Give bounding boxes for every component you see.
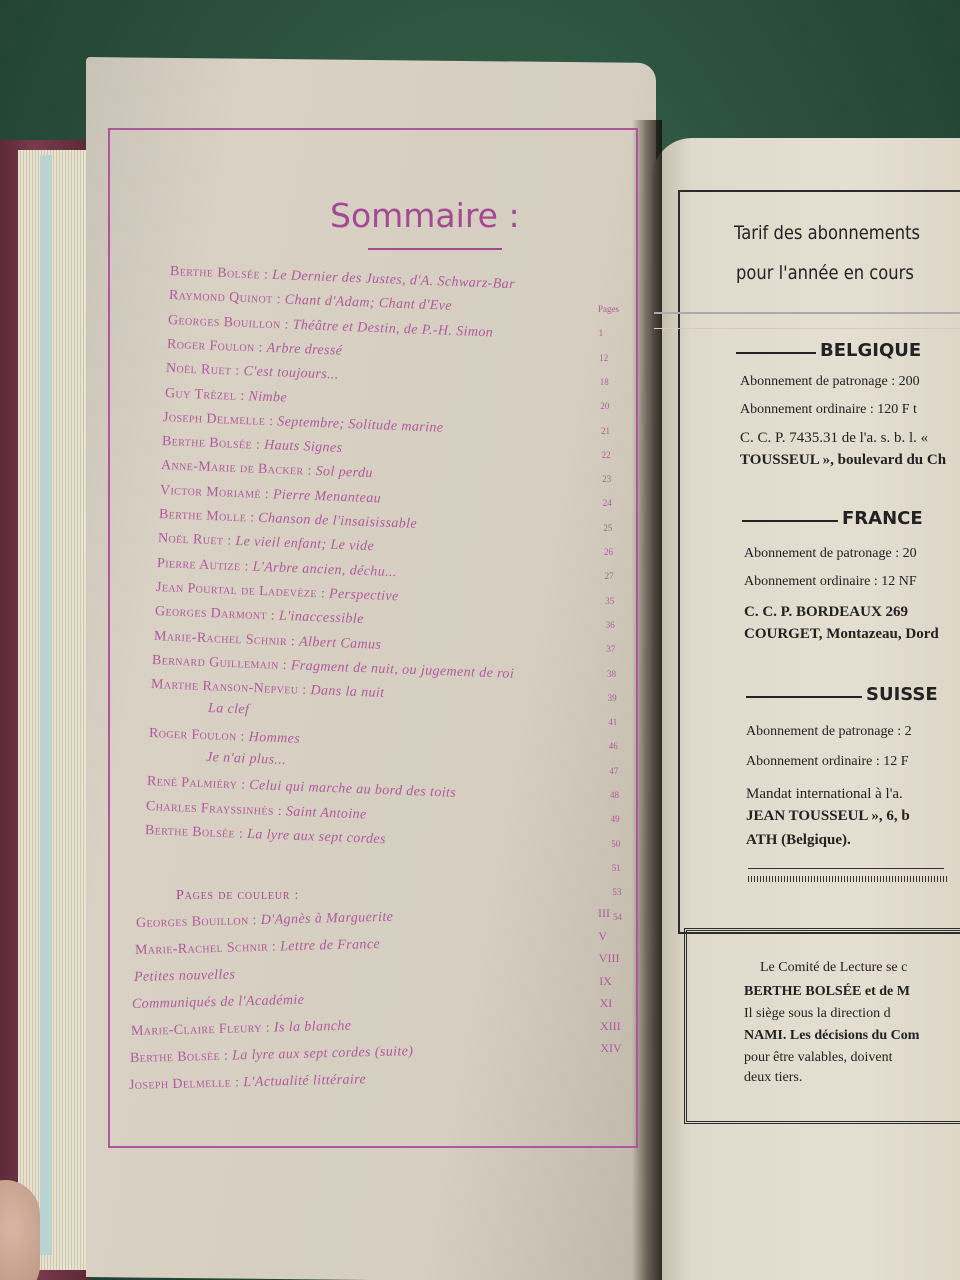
dotted-rule [748, 876, 948, 882]
toc-entry-title: L'inaccessible [278, 608, 364, 628]
toc-entry-author: Roger Foulon [148, 725, 237, 745]
toc-entry-separator: : [278, 657, 292, 674]
toc-entry-separator: : [286, 633, 299, 650]
toc-entry-author: Berthe Molle [158, 507, 247, 526]
france-heading: FRANCE [742, 508, 923, 529]
toc-entry-separator: : [260, 486, 274, 503]
toc-entry-title: Le Dernier des Justes, d'A. Schwarz-Bar [271, 267, 516, 293]
france-line1: Abonnement de patronage : 20 [744, 546, 917, 561]
toc-entry-separator: : [235, 388, 249, 404]
thumb [0, 1180, 40, 1280]
belgique-heading: BELGIQUE [736, 340, 921, 361]
toc-entry-page: 38 [607, 668, 616, 679]
toc-entry-separator: : [259, 267, 273, 283]
toc-entry-page: 1 [598, 328, 604, 339]
toc-entry-separator: : [236, 777, 250, 794]
ornament-rule [654, 312, 960, 329]
colour-entry-author: Berthe Bolsée [129, 1048, 221, 1066]
colour-entry-separator: : [219, 1048, 233, 1064]
tarif-title-line2: pour l'année en cours [736, 262, 914, 284]
toc-entry-title: Fragment de nuit, ou jugement de roi [290, 658, 515, 682]
toc-entry-separator: : [240, 558, 253, 575]
toc-entry [208, 701, 250, 719]
colour-entry-separator: : [261, 1020, 275, 1036]
toc-entry-separator: : [280, 316, 293, 333]
toc-entry-page: 20 [600, 401, 610, 412]
colour-entry-page: III [598, 906, 610, 920]
toc-entry-title: Hauts Signes [264, 438, 343, 457]
colour-pages-heading: Pages de couleur : [176, 888, 300, 903]
suisse-heading: SUISSE [746, 684, 938, 705]
colour-entry-title: D'Agnès à Marguerite [260, 909, 394, 928]
toc-entry-separator: : [265, 413, 278, 430]
belgique-line2: Abonnement ordinaire : 120 F t [740, 402, 917, 417]
toc-entry-title: Hommes [248, 729, 301, 747]
toc-entry-page: 49 [610, 814, 620, 825]
colour-entry-page: IX [599, 973, 612, 988]
colour-entry-author: Marie-Rachel Schnir [134, 939, 269, 958]
toc-entry [206, 750, 287, 769]
colour-toc-entry [133, 968, 235, 986]
toc-entry-page: 27 [604, 571, 614, 582]
toc-entry-title: Saint Antoine [285, 803, 367, 823]
colour-entry-separator: : [267, 939, 281, 955]
comite-line2: BERTHE BOLSÉE et de M [744, 984, 910, 999]
belgique-line3: C. C. P. 7435.31 de l'a. s. b. l. « [740, 430, 929, 446]
toc-entry-page: 48 [610, 790, 619, 800]
toc-entry-title: Sol perdu [315, 464, 374, 482]
toc-entry-page: 12 [599, 352, 609, 363]
toc-entry-author: Georges Darmont [154, 604, 267, 624]
toc-entry-author: Guy Trézel [164, 385, 237, 404]
toc-entry-separator: : [252, 437, 265, 454]
toc-entry-page: 47 [609, 765, 619, 776]
toc-entry-separator: : [234, 826, 248, 842]
toc-entry-separator: : [245, 510, 259, 526]
france-line4: COURGET, Montazeau, Dord [744, 626, 939, 642]
toc-entry-page: 50 [611, 838, 621, 849]
toc-entry-title: Nimbe [247, 388, 287, 406]
colour-entry-page: XIII [600, 1018, 621, 1033]
suisse-line1: Abonnement de patronage : 2 [746, 724, 912, 739]
colour-entry-title: Lettre de France [279, 937, 381, 955]
toc-entry-author: Victor Moriamé [159, 482, 262, 502]
toc-entry-separator: : [254, 340, 267, 356]
comite-line6: deux tiers. [744, 1070, 803, 1085]
suisse-line4: JEAN TOUSSEUL », 6, b [746, 808, 910, 824]
toc-entry-page: 18 [599, 376, 609, 387]
suisse-line3: Mandat international à l'a. [746, 786, 903, 802]
france-line3: C. C. P. BORDEAUX 269 [744, 604, 909, 620]
toc-entry-page: 25 [603, 522, 613, 533]
toc-entry-title: C'est toujours... [242, 364, 339, 383]
comite-frame [684, 928, 960, 1124]
colour-entry-author: Joseph Delmelle [128, 1075, 232, 1093]
colour-entry-page: V [598, 928, 608, 943]
comite-line1: Le Comité de Lecture se c [760, 960, 908, 975]
toc-entry-author: Berthe Bolsée [169, 264, 261, 283]
colour-entry-page: XIV [600, 1041, 622, 1055]
toc-entry-author: Charles Frayssinhès [145, 798, 274, 819]
colour-entry-separator: : [248, 912, 261, 929]
toc-entry-title: Albert Camus [298, 634, 382, 653]
toc-title: Sommaire : [330, 196, 520, 235]
toc-entry-author: Marthe Ranson-Nepveu [151, 677, 299, 698]
toc-entry-page: 26 [604, 547, 613, 557]
colour-entry-page: XI [599, 996, 613, 1010]
toc-entry-separator: : [316, 586, 329, 602]
toc-entry-page: Pages [598, 304, 619, 314]
toc-entry-page: 46 [608, 741, 618, 752]
toc-entry-author: Anne-Marie de Backer [160, 458, 305, 479]
toc-entry-title: Chanson de l'insaisissable [258, 510, 418, 532]
toc-entry-separator: : [273, 803, 286, 819]
toc-entry-page: 51 [611, 862, 621, 873]
toc-entry-page: 23 [602, 474, 612, 485]
toc-entry-title: La clef [207, 701, 250, 718]
toc-entry-page: 41 [608, 717, 618, 728]
toc-entry-separator: : [230, 363, 244, 380]
toc-entry-author: Marie-Rachel Schnir [153, 628, 287, 649]
toc-entry-author: Berthe Bolsée [162, 434, 253, 453]
toc-entry-page: 22 [601, 449, 611, 460]
toc-entry-author: Jean Pourtal de Ladevèze [155, 579, 317, 602]
toc-entry-title: Pierre Menanteau [272, 487, 382, 507]
tarif-title-line1: Tarif des abonnements [734, 222, 921, 244]
toc-entry-title: Le vieil enfant; Le vide [235, 534, 375, 555]
toc-entry-separator: : [236, 729, 250, 745]
toc-entry-title: La lyre aux sept cordes [246, 826, 386, 848]
colour-entry-author: Georges Bouillon [135, 913, 249, 931]
toc-entry-page: 39 [607, 692, 617, 703]
toc-entry-author: Berthe Bolsée [144, 822, 236, 842]
suisse-line5: ATH (Belgique). [746, 832, 851, 848]
toc-entry-title: Dans la nuit [310, 683, 386, 702]
suisse-rule [748, 868, 944, 869]
colour-entry-author: Marie-Claire Fleury [130, 1020, 263, 1039]
toc-entry-page: 35 [605, 595, 615, 606]
toc-entry-page: 21 [601, 425, 610, 436]
title-underline [368, 248, 502, 250]
toc-entry-title: L'Arbre ancien, déchu... [252, 559, 397, 580]
toc-extra-page: 53 [612, 887, 622, 898]
toc-entry-title: Chant d'Adam; Chant d'Eve [284, 292, 453, 315]
toc-entry-author: Roger Foulon [166, 336, 255, 356]
colour-entry-page: VIII [598, 951, 620, 965]
toc-entry-title: Celui qui marche au bord des toits [248, 778, 457, 802]
colour-entry-title: Is la blanche [273, 1018, 352, 1036]
toc-entry-separator: : [303, 463, 317, 480]
colour-entry-title: La lyre aux sept cordes (suite) [231, 1044, 414, 1064]
colour-entry-separator: : [230, 1075, 244, 1091]
toc-entry-title: Perspective [328, 586, 399, 605]
toc-entry-title: Théâtre et Destin, de P.-H. Simon [292, 317, 494, 341]
toc-entry-author: Pierre Autize [156, 555, 241, 574]
page-edge-insert [40, 155, 52, 1255]
comite-line5: pour être valables, doivent [744, 1050, 893, 1065]
france-line2: Abonnement ordinaire : 12 NF [744, 574, 917, 589]
belgique-line4: TOUSSEUL », boulevard du Ch [740, 452, 947, 468]
toc-entry-author: Bernard Guillemain [152, 652, 280, 673]
toc-entry-author: René Palmiéry [146, 774, 238, 793]
toc-entry-page: 24 [602, 498, 612, 509]
toc-entry-separator: : [272, 292, 285, 308]
toc-entry-separator: : [223, 533, 236, 550]
comite-line4: NAMI. Les décisions du Com [744, 1028, 920, 1043]
toc-entry-title: Je n'ai plus... [205, 750, 287, 769]
toc-entry-title: Septembre; Solitude marine [277, 414, 445, 436]
toc-extra-page: 54 [613, 911, 622, 922]
toc-entry-author: Raymond Quinot [168, 288, 273, 308]
colour-entry-title: Petites nouvelles [133, 967, 236, 985]
toc-entry-author: Noël Ruet [165, 361, 232, 379]
toc-entry-separator: : [298, 682, 312, 699]
toc-entry-author: Georges Bouillon [167, 312, 281, 332]
toc-entry-separator: : [266, 608, 279, 624]
toc-entry-page: 37 [606, 644, 616, 655]
belgique-line1: Abonnement de patronage : 200 [740, 374, 920, 389]
suisse-line2: Abonnement ordinaire : 12 F [746, 754, 909, 769]
colour-entry-title: L'Actualité littéraire [242, 1072, 367, 1091]
toc-entry-page: 36 [605, 619, 615, 630]
toc-entry-author: Noël Ruet [157, 531, 224, 549]
toc-entry-author: Joseph Delmelle [163, 409, 266, 429]
comite-line3: Il siège sous la direction d [744, 1006, 891, 1021]
colour-entry-title: Communiqués de l'Académie [132, 992, 305, 1012]
toc-entry-title: Arbre dressé [266, 340, 343, 359]
